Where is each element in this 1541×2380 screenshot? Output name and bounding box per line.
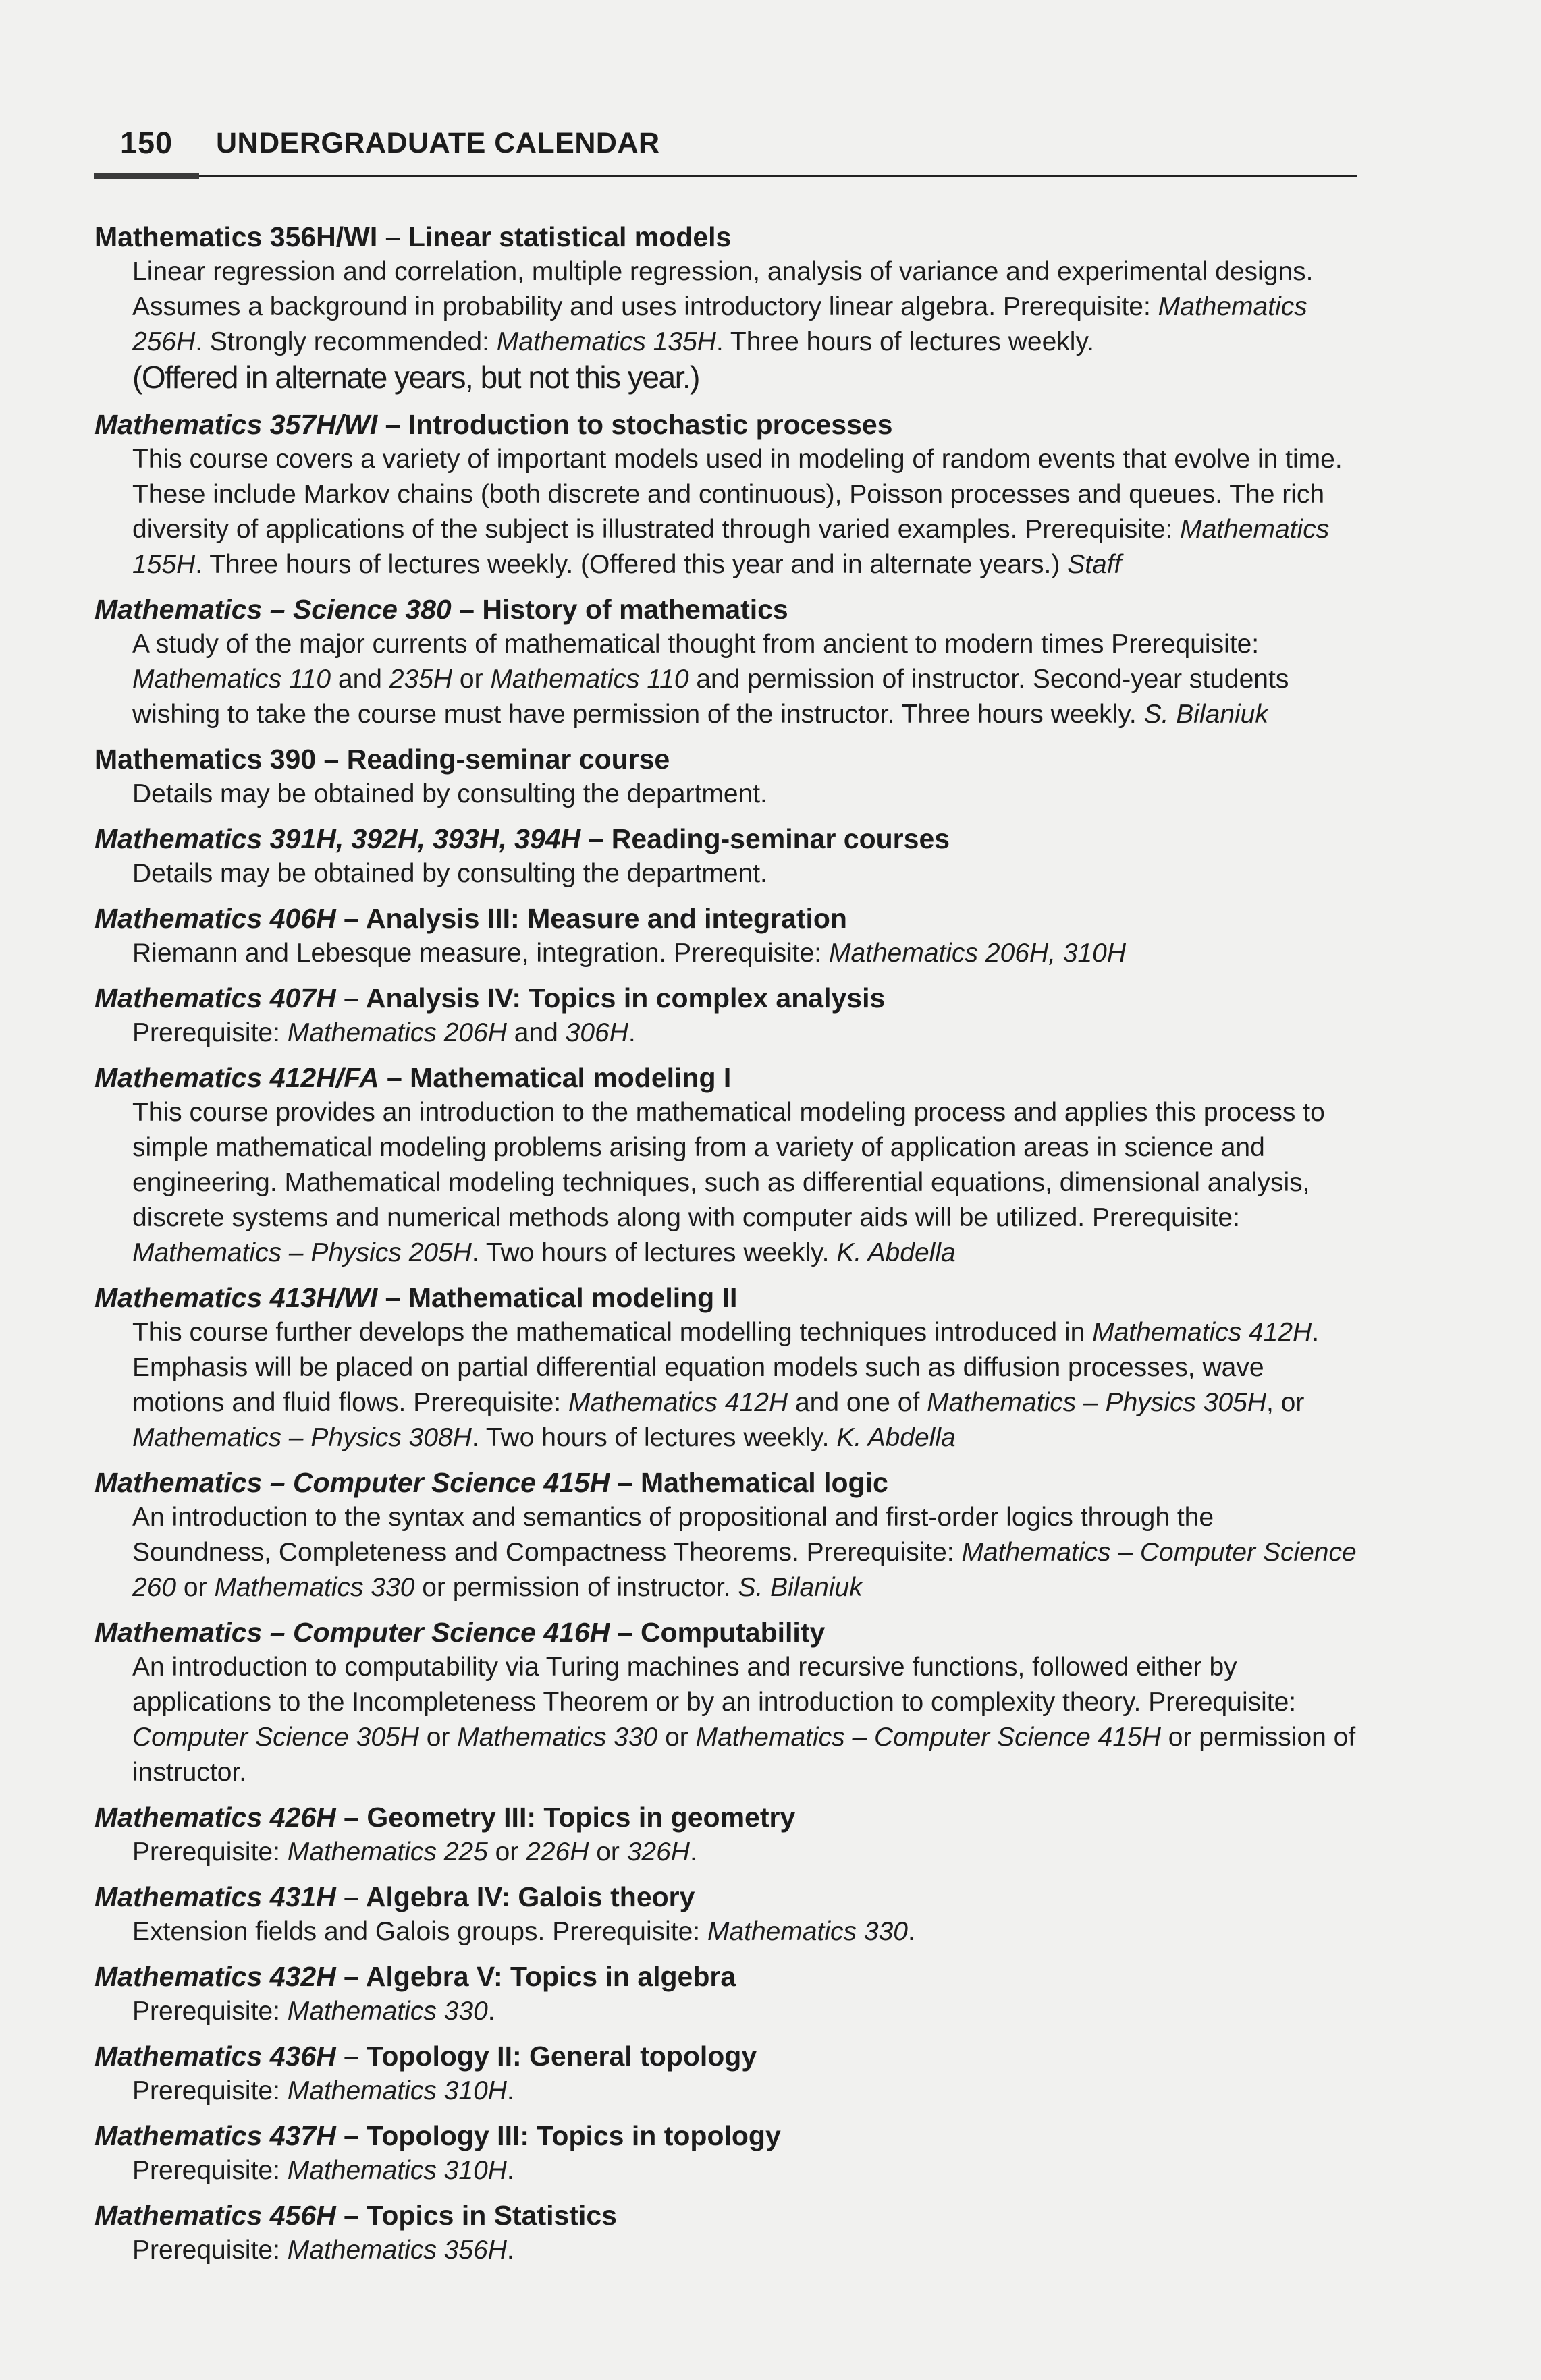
course-description-part: Mathematics 356H (287, 2236, 507, 2265)
course-description-part: Mathematics 206H (287, 1018, 507, 1047)
course-description-part: , or (1266, 1388, 1305, 1417)
course-description (94, 1994, 1357, 2029)
course-title (94, 1465, 1357, 1500)
course-entry (94, 592, 1357, 732)
course-description-part: K. Abdella (836, 1423, 956, 1452)
course-title-part: – Computability (610, 1617, 826, 1648)
course-description-part: Details may be obtained by consulting the department. (132, 859, 767, 888)
header-rule (94, 175, 1357, 177)
course-entry (94, 1060, 1357, 1271)
course-title-part: – Topology III: Topics in topology (335, 2120, 781, 2151)
course-description-part: . Three hours of lectures weekly. (Offered this year and in alternate years.) (195, 550, 1068, 579)
course-description-part: or permission of instructor. (132, 1723, 1356, 1787)
header-rule-block (94, 173, 199, 179)
course-description-part: . (506, 2156, 514, 2185)
course-description (94, 1500, 1357, 1605)
course-title (94, 821, 1357, 856)
course-title-part: Mathematics 357H/WI (94, 409, 378, 440)
course-description-part: . (487, 1997, 495, 2026)
course-title-part: – Mathematical modeling I (379, 1062, 732, 1093)
course-title (94, 407, 1357, 442)
course-title (94, 1959, 1357, 1994)
course-list (94, 219, 1357, 2277)
course-description-part: Mathematics 110 (132, 665, 331, 694)
course-description-part: Mathematics 310H (287, 2076, 507, 2105)
course-description-part: Mathematics – Physics 308H (132, 1423, 472, 1452)
course-title (94, 219, 1357, 254)
course-title-part: Mathematics 391H, 392H, 393H, 394H (94, 823, 581, 854)
course-description-part: Mathematics 135H (496, 327, 716, 356)
course-description-part: Mathematics 310H (287, 2156, 507, 2185)
course-description-part: Mathematics – Computer Science 260 (132, 1538, 1357, 1602)
course-title (94, 2118, 1357, 2153)
course-title-part: – Analysis IV: Topics in complex analysis (335, 983, 886, 1014)
course-description-part: Prerequisite: (132, 1018, 288, 1047)
course-entry (94, 219, 1357, 397)
course-title-part: – Analysis III: Measure and integration (335, 903, 847, 934)
course-description-part: Staff (1067, 550, 1122, 579)
course-title-part: Mathematics 407H (94, 983, 336, 1014)
course-title-part: Mathematics 432H (94, 1961, 336, 1992)
course-description (94, 627, 1357, 732)
course-entry (94, 1879, 1357, 1949)
course-title-part: Mathematics 412H/FA (94, 1062, 379, 1093)
course-title-part: Mathematics – Computer Science 415H (94, 1467, 610, 1498)
course-title-part: Mathematics 406H (94, 903, 336, 934)
course-entry (94, 2039, 1357, 2109)
course-title-part: – Reading-seminar courses (580, 823, 950, 854)
course-description-part: and (506, 1018, 566, 1047)
course-description-part: . (689, 1837, 697, 1866)
course-description-part: Linear regression and correlation, multiple regression, analysis of variance and experimental designs. Assumes a background in probability and uses introductory linear algebra. Prerequisite: (132, 257, 1314, 321)
course-description-part: or (657, 1723, 696, 1752)
course-description-part: . Emphasis will be placed on partial differential equation models such as diffusion processes, wave motions and fluid flows. Prerequisite: (132, 1318, 1320, 1417)
course-description-part: . Two hours of lectures weekly. (471, 1423, 837, 1452)
course-title-part: Mathematics 456H (94, 2200, 336, 2231)
course-description-part: Mathematics – Computer Science 415H (695, 1723, 1161, 1752)
course-entry (94, 2198, 1357, 2268)
course-title (94, 742, 1357, 777)
course-description-part: or (487, 1837, 526, 1866)
course-description-part: Mathematics 330 (287, 1997, 488, 2026)
course-description (94, 1016, 1357, 1051)
course-description-part: . (506, 2076, 514, 2105)
course-description-part: Mathematics 206H, 310H (828, 939, 1127, 968)
course-description-part: Details may be obtained by consulting the department. (132, 779, 767, 808)
course-entry (94, 1800, 1357, 1870)
course-description-part: Mathematics 330 (214, 1573, 415, 1602)
course-description (94, 1315, 1357, 1456)
course-title-part: Mathematics 437H (94, 2120, 336, 2151)
course-description (94, 2153, 1357, 2188)
course-description-part: Mathematics 330 (707, 1917, 908, 1946)
page-header (94, 120, 1357, 181)
course-description-part: . Three hours of lectures weekly. (715, 327, 1094, 356)
course-description-part: Riemann and Lebesque measure, integration. Prerequisite: (132, 939, 829, 968)
course-entry (94, 901, 1357, 971)
course-title-part: Mathematics – Computer Science 416H (94, 1617, 610, 1648)
course-title (94, 1060, 1357, 1095)
course-description-part: or permission of instructor. (414, 1573, 738, 1602)
course-title-part: Mathematics 413H/WI (94, 1282, 378, 1313)
course-description-part: Mathematics 256H (132, 292, 1307, 356)
course-entry (94, 742, 1357, 812)
course-description (94, 1650, 1357, 1790)
course-description-part: A study of the major currents of mathematical thought from ancient to modern times Prerequisite: (132, 630, 1260, 659)
course-description-part: . (907, 1917, 915, 1946)
course-description-part: This course covers a variety of important models used in modeling of random events that evolve in time. These include Markov chains (both discrete and continuous), Poisson processes and queues. The rich diversity of applications of the subject is illustrated through varied examples. Prerequisite: (132, 445, 1343, 544)
course-title-part: – Algebra IV: Galois theory (335, 1881, 695, 1912)
course-description-part: An introduction to the syntax and semantics of propositional and first-order logics through the Soundness, Completeness and Compactness Theorems. Prerequisite: (132, 1503, 1214, 1567)
page-number: 150 (120, 126, 173, 160)
course-title-part: – Topology II: General topology (335, 2041, 757, 2072)
course-description (94, 777, 1357, 812)
course-description (94, 1095, 1357, 1271)
course-title (94, 1879, 1357, 1914)
course-description-part: . (628, 1018, 636, 1047)
course-title (94, 592, 1357, 627)
course-title-part: Mathematics 436H (94, 2041, 336, 2072)
course-description-part: Mathematics – Physics 305H (927, 1388, 1267, 1417)
course-description-part: Prerequisite: (132, 1837, 288, 1866)
course-description-part: Prerequisite: (132, 1997, 288, 2026)
course-title (94, 1800, 1357, 1835)
course-description (94, 856, 1357, 891)
course-description (94, 1835, 1357, 1870)
course-description (94, 936, 1357, 971)
course-description-part: . (506, 2236, 514, 2265)
course-entry (94, 1959, 1357, 2029)
course-description-part: This course provides an introduction to the mathematical modeling process and applies this process to simple mathematical modeling problems arising from a variety of application areas in science and engineering. Mathematical modeling techniques, such as differential equations, dimensional analysis, discrete systems and numerical methods along with computer aids will be utilized. Prerequisite: (132, 1098, 1325, 1232)
course-entry (94, 2118, 1357, 2188)
course-entry (94, 1280, 1357, 1456)
course-description-part: or (418, 1723, 458, 1752)
course-entry (94, 821, 1357, 891)
course-entry (94, 980, 1357, 1051)
course-description-part: Mathematics 412H (1092, 1318, 1312, 1347)
course-title (94, 980, 1357, 1016)
course-description-part: and permission of instructor. Second-year students wishing to take the course must have permission of the instructor. Three hours weekly. (132, 665, 1289, 729)
course-title (94, 1280, 1357, 1315)
course-description-part: 306H (565, 1018, 628, 1047)
course-title-part: Mathematics 356H/WI – Linear statistical models (94, 221, 732, 252)
course-description-part: Mathematics 155H (132, 515, 1330, 579)
course-description (94, 442, 1357, 582)
course-description-part: Computer Science 305H (132, 1723, 419, 1752)
course-title-part: Mathematics – Science 380 (94, 594, 452, 625)
course-description-part: Mathematics 110 (490, 665, 689, 694)
course-description-part: Prerequisite: (132, 2156, 288, 2185)
course-description (94, 1914, 1357, 1949)
course-description-part: K. Abdella (836, 1238, 956, 1267)
course-description (94, 2233, 1357, 2268)
course-description-part: or (589, 1837, 627, 1866)
course-description-part: (Offered in alternate years, but not this year.) (132, 360, 699, 395)
course-title (94, 901, 1357, 936)
course-description-part: An introduction to computability via Turing machines and recursive functions, followed either by applications to the Incompleteness Theorem or by an introduction to complexity theory. Prerequisite: (132, 1653, 1297, 1717)
course-description-part: 326H (626, 1837, 690, 1866)
course-description (94, 254, 1357, 397)
course-description-part: or (176, 1573, 215, 1602)
course-description-part: Prerequisite: (132, 2076, 288, 2105)
course-title (94, 1615, 1357, 1650)
course-description-part: 226H (526, 1837, 589, 1866)
course-description-part: Mathematics – Physics 205H (132, 1238, 472, 1267)
course-description-part: Mathematics 225 (287, 1837, 488, 1866)
course-title-part: Mathematics 431H (94, 1881, 336, 1912)
course-entry (94, 407, 1357, 582)
course-description-part: . Two hours of lectures weekly. (471, 1238, 837, 1267)
course-title-part: – Mathematical logic (610, 1467, 888, 1498)
course-entry (94, 1465, 1357, 1605)
course-description-part: Mathematics 412H (568, 1388, 788, 1417)
course-description-part: Prerequisite: (132, 2236, 288, 2265)
course-title-part: – Mathematical modeling II (377, 1282, 738, 1313)
course-description-part: Extension fields and Galois groups. Prerequisite: (132, 1917, 707, 1946)
running-title: UNDERGRADUATE CALENDAR (216, 127, 660, 159)
course-entry (94, 1615, 1357, 1790)
course-description-part: and (331, 665, 389, 694)
course-title-part: Mathematics 390 – Reading-seminar course (94, 744, 670, 775)
course-description (94, 2074, 1357, 2109)
course-description-part: S. Bilaniuk (738, 1573, 863, 1602)
course-description-part: . Strongly recommended: (195, 327, 497, 356)
course-title-part: – Topics in Statistics (335, 2200, 617, 2231)
course-title-part: – Introduction to stochastic processes (377, 409, 893, 440)
course-description-part: This course further develops the mathematical modelling techniques introduced in (132, 1318, 1093, 1347)
course-description-part: Mathematics 330 (457, 1723, 658, 1752)
course-description-part: or (452, 665, 491, 694)
course-title-part: Mathematics 426H (94, 1802, 336, 1833)
course-description-part: 235H (389, 665, 453, 694)
course-title (94, 2198, 1357, 2233)
course-title-part: – Geometry III: Topics in geometry (335, 1802, 796, 1833)
course-title (94, 2039, 1357, 2074)
course-title-part: – Algebra V: Topics in algebra (335, 1961, 736, 1992)
course-title-part: – History of mathematics (451, 594, 788, 625)
course-description-part: and one of (788, 1388, 927, 1417)
course-description-part: S. Bilaniuk (1143, 700, 1268, 729)
